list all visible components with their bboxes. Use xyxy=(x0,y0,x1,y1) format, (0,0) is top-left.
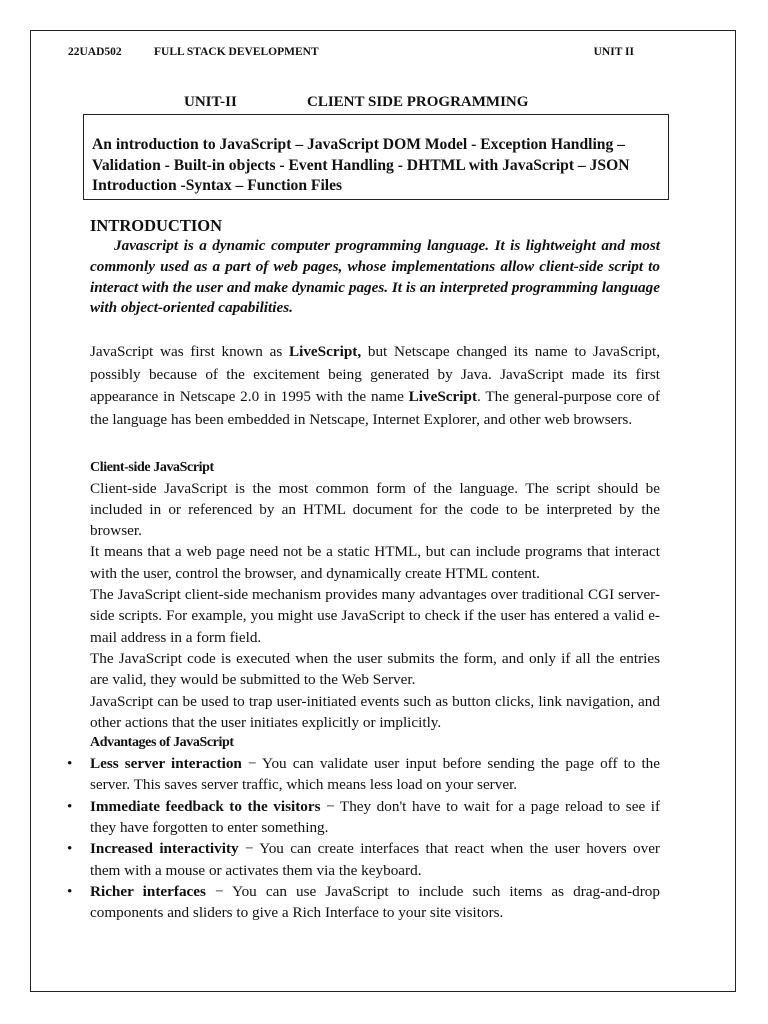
history-text-2: but Netscape changed its name to JavaScript, possibly because of the excitement being generated by Java. JavaScript made its first appearance in Netscape 2.0 in 1995 with the name xyxy=(90,343,660,406)
topics-box: An introduction to JavaScript – JavaScript DOM Model - Exception Handling – Validation - Built-in objects - Event Handling - DHTML with JavaScript – JSON Introduction -Syntax – Function Files xyxy=(83,114,669,200)
client-side-paragraph: Client-side JavaScript is the most common form of the language. The script should be included in or referenced by an HTML document for the code to be interpreted by the browser. xyxy=(90,479,660,540)
bullet-icon: • xyxy=(67,797,73,815)
history-bold-1: LiveScript, xyxy=(288,343,362,361)
main-content xyxy=(67,216,661,924)
section-title-introduction: INTRODUCTION xyxy=(90,216,223,235)
advantage-term: Increased interactivity xyxy=(90,840,239,858)
advantages-list xyxy=(66,753,660,923)
list-item xyxy=(66,796,660,839)
advantage-text: − You can validate user input before sending the page off to the server. This saves server traffic, which means less load on your server. xyxy=(90,755,661,794)
history-text-1: JavaScript was first known as xyxy=(90,343,289,361)
course-name: FULL STACK DEVELOPMENT xyxy=(154,46,319,58)
page-header xyxy=(68,46,634,62)
list-item xyxy=(66,881,660,924)
history-text-3: . The general-purpose core of the language has been embedded in Netscape, Internet Explorer, and other web browsers. xyxy=(90,388,661,428)
unit-label: UNIT-II xyxy=(184,94,237,110)
client-side-paragraph: The JavaScript client-side mechanism provides many advantages over traditional CGI server-side scripts. For example, you might use JavaScript to check if the user has entered a valid e-mail address in a form field. xyxy=(90,586,660,646)
advantage-term: Less server interaction xyxy=(90,755,242,773)
list-item xyxy=(66,838,660,881)
history-bold-2: LiveScript xyxy=(408,388,478,406)
advantage-text: − You can create interfaces that react when the user hovers over them with a mouse or activates them via the keyboard. xyxy=(90,840,660,879)
bullet-icon: • xyxy=(67,755,73,773)
advantage-term: Immediate feedback to the visitors xyxy=(90,797,321,815)
bullet-icon: • xyxy=(67,840,73,858)
client-side-paragraph: It means that a web page need not be a static HTML, but can include programs that interact with the user, control the browser, and dynamically create HTML content. xyxy=(90,543,660,582)
course-code: 22UAD502 xyxy=(68,46,122,58)
section-title-advantages: Advantages of JavaScript xyxy=(90,735,234,751)
advantage-term: Richer interfaces xyxy=(90,882,206,900)
advantage-text: − You can use JavaScript to include such items as drag-and-drop components and sliders to give a Rich Interface to your site visitors. xyxy=(90,882,660,922)
unit-title xyxy=(184,94,528,111)
client-side-paragraph: The JavaScript code is executed when the user submits the form, and only if all the entries are valid, they would be submitted to the Web Server. xyxy=(90,649,660,689)
list-item xyxy=(66,753,660,796)
intro-lead-paragraph: Javascript is a dynamic computer programming language. It is lightweight and most commonly used as a part of web pages, whose implementations allow client-side script to interact with the user and make dynamic pages. It is an interpreted programming language with object-oriented capabilities. xyxy=(90,237,660,317)
header-unit: UNIT II xyxy=(593,46,634,58)
section-title-client-side: Client-side JavaScript xyxy=(90,459,214,475)
advantage-text: − They don't have to wait for a page reload to see if they have forgotten to enter something. xyxy=(90,797,660,837)
history-paragraph xyxy=(90,341,660,431)
client-side-paragraph: JavaScript can be used to trap user-initiated events such as button clicks, link navigation, and other actions that the user initiates explicitly or implicitly. xyxy=(90,692,660,731)
bullet-icon: • xyxy=(67,882,73,900)
unit-heading: CLIENT SIDE PROGRAMMING xyxy=(307,94,529,110)
